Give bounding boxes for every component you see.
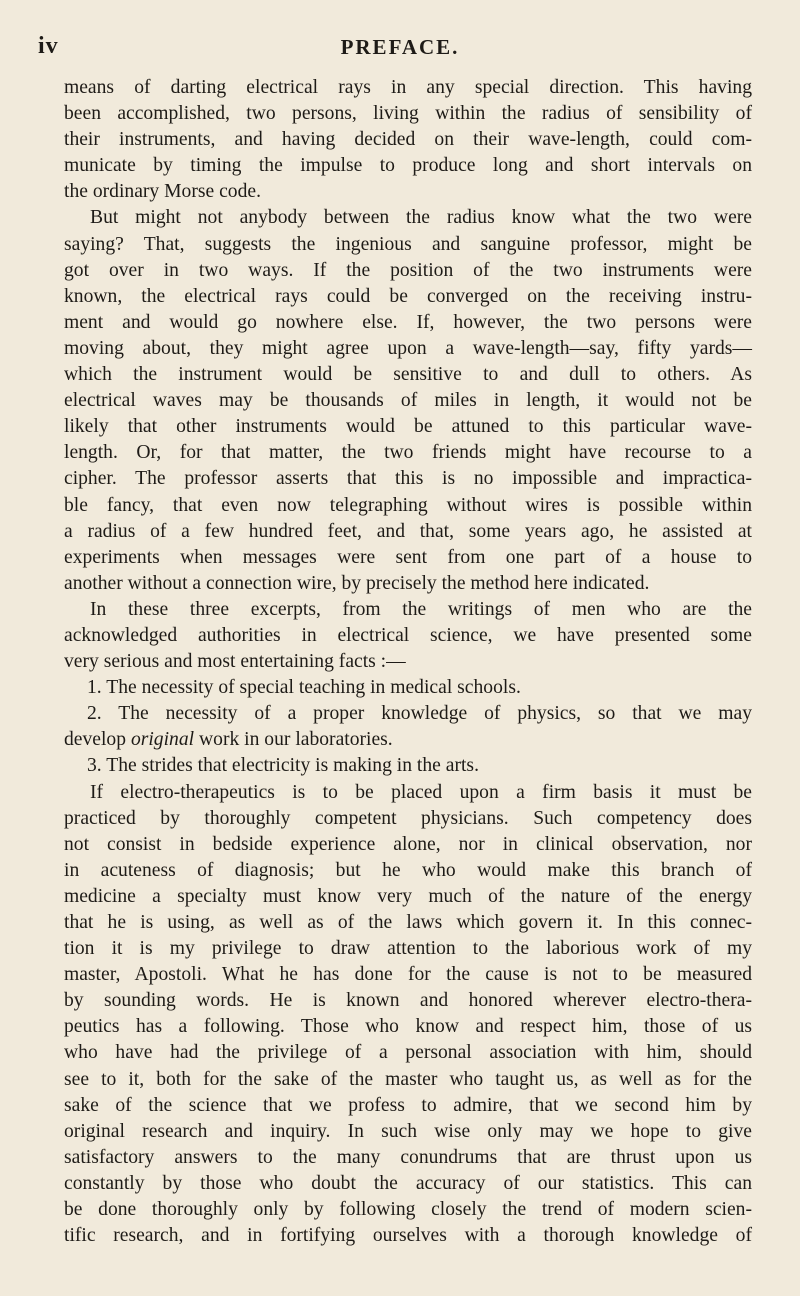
text-line: that he is using, as well as of the laws which govern it. In this connec- <box>64 912 752 933</box>
list-item: 2. The necessity of a proper knowledge of physics, so that we may <box>87 703 752 725</box>
text-line: constantly by those who doubt the accuracy of our statistics. This can <box>64 1172 752 1194</box>
text-line: In these three excerpts, from the writings of men who are the <box>90 598 752 620</box>
body-text <box>64 75 752 1249</box>
text-fragment: work in our laboratories. <box>194 729 393 751</box>
text-line: which the instrument would be sensitive to and dull to others. As <box>64 364 752 386</box>
text-line: been accomplished, two persons, living within the radius of sensibility of <box>64 103 752 125</box>
text-line: cipher. The professor asserts that this is no impossible and impractica- <box>64 468 752 490</box>
list-item-continuation <box>64 727 752 753</box>
text-line: length. Or, for that matter, the two friends might have recourse to a <box>64 442 752 464</box>
text-line: by sounding words. He is known and honored wherever electro-thera- <box>64 990 752 1012</box>
text-line: ment and would go nowhere else. If, however, the two persons were <box>64 311 752 333</box>
emphasis-original: original <box>130 729 195 751</box>
text-line: satisfactory answers to the many conundrums that are thrust upon us <box>64 1146 752 1168</box>
list-item: 3. The strides that electricity is making in the arts. <box>87 755 479 777</box>
text-fragment: develop <box>64 729 131 751</box>
text-line: known, the electrical rays could be converged on the receiving instru- <box>64 285 752 307</box>
text-line: who have had the privilege of a personal association with him, should <box>64 1042 752 1064</box>
text-line: not consist in bedside experience alone, nor in clinical observation, nor <box>64 833 752 855</box>
text-line: But might not anybody between the radius know what the two were <box>90 207 752 229</box>
text-line: saying? That, suggests the ingenious and sanguine professor, might be <box>64 233 752 255</box>
text-line: electrical waves may be thousands of miles in length, it would not be <box>64 390 752 412</box>
list-item: 1. The necessity of special teaching in medical schools. <box>87 677 521 699</box>
text-line: medicine a specialty must know very much of the nature of the energy <box>64 885 752 907</box>
text-line: acknowledged authorities in electrical science, we have presented some <box>64 624 752 646</box>
text-line: a radius of a few hundred feet, and that, some years ago, he assisted at <box>64 520 752 542</box>
page-header <box>0 33 800 63</box>
text-line: peutics has a following. Those who know and respect him, those of us <box>64 1016 752 1038</box>
text-line: tific research, and in fortifying ourselves with a thorough knowledge of <box>64 1225 752 1247</box>
text-line: sake of the science that we profess to admire, that we second him by <box>64 1094 752 1116</box>
text-line: got over in two ways. If the position of the two instruments were <box>64 259 752 281</box>
text-line: very serious and most entertaining facts :— <box>64 651 406 673</box>
text-line: master, Apostoli. What he has done for the cause is not to be measured <box>64 964 752 986</box>
running-head: PREFACE. <box>340 35 460 59</box>
text-line: likely that other instruments would be attuned to this particular wave- <box>64 416 752 438</box>
text-line: If electro-therapeutics is to be placed upon a firm basis it must be <box>90 781 752 803</box>
text-line: municate by timing the impulse to produce long and short intervals on <box>64 155 752 177</box>
text-line: original research and inquiry. In such wise only may we hope to give <box>64 1120 752 1142</box>
text-line: their instruments, and having decided on their wave-length, could com- <box>64 129 752 151</box>
page-number: iv <box>38 33 59 59</box>
text-line: be done thoroughly only by following closely the trend of modern scien- <box>64 1199 752 1221</box>
text-line: practiced by thoroughly competent physicians. Such competency does <box>64 807 752 829</box>
text-line: experiments when messages were sent from one part of a house to <box>64 546 752 568</box>
text-line: in acuteness of diagnosis; but he who would make this branch of <box>64 859 752 881</box>
text-line: see to it, both for the sake of the master who taught us, as well as for the <box>64 1068 752 1090</box>
text-line: ble fancy, that even now telegraphing without wires is possible within <box>64 494 752 516</box>
text-line: moving about, they might agree upon a wave-length—say, fifty yards— <box>64 337 752 359</box>
text-line: the ordinary Morse code. <box>64 181 261 203</box>
text-line: tion it is my privilege to draw attention to the laborious work of my <box>64 938 752 960</box>
text-line: another without a connection wire, by precisely the method here indicated. <box>64 572 650 594</box>
text-line: means of darting electrical rays in any special direction. This having <box>64 77 752 98</box>
